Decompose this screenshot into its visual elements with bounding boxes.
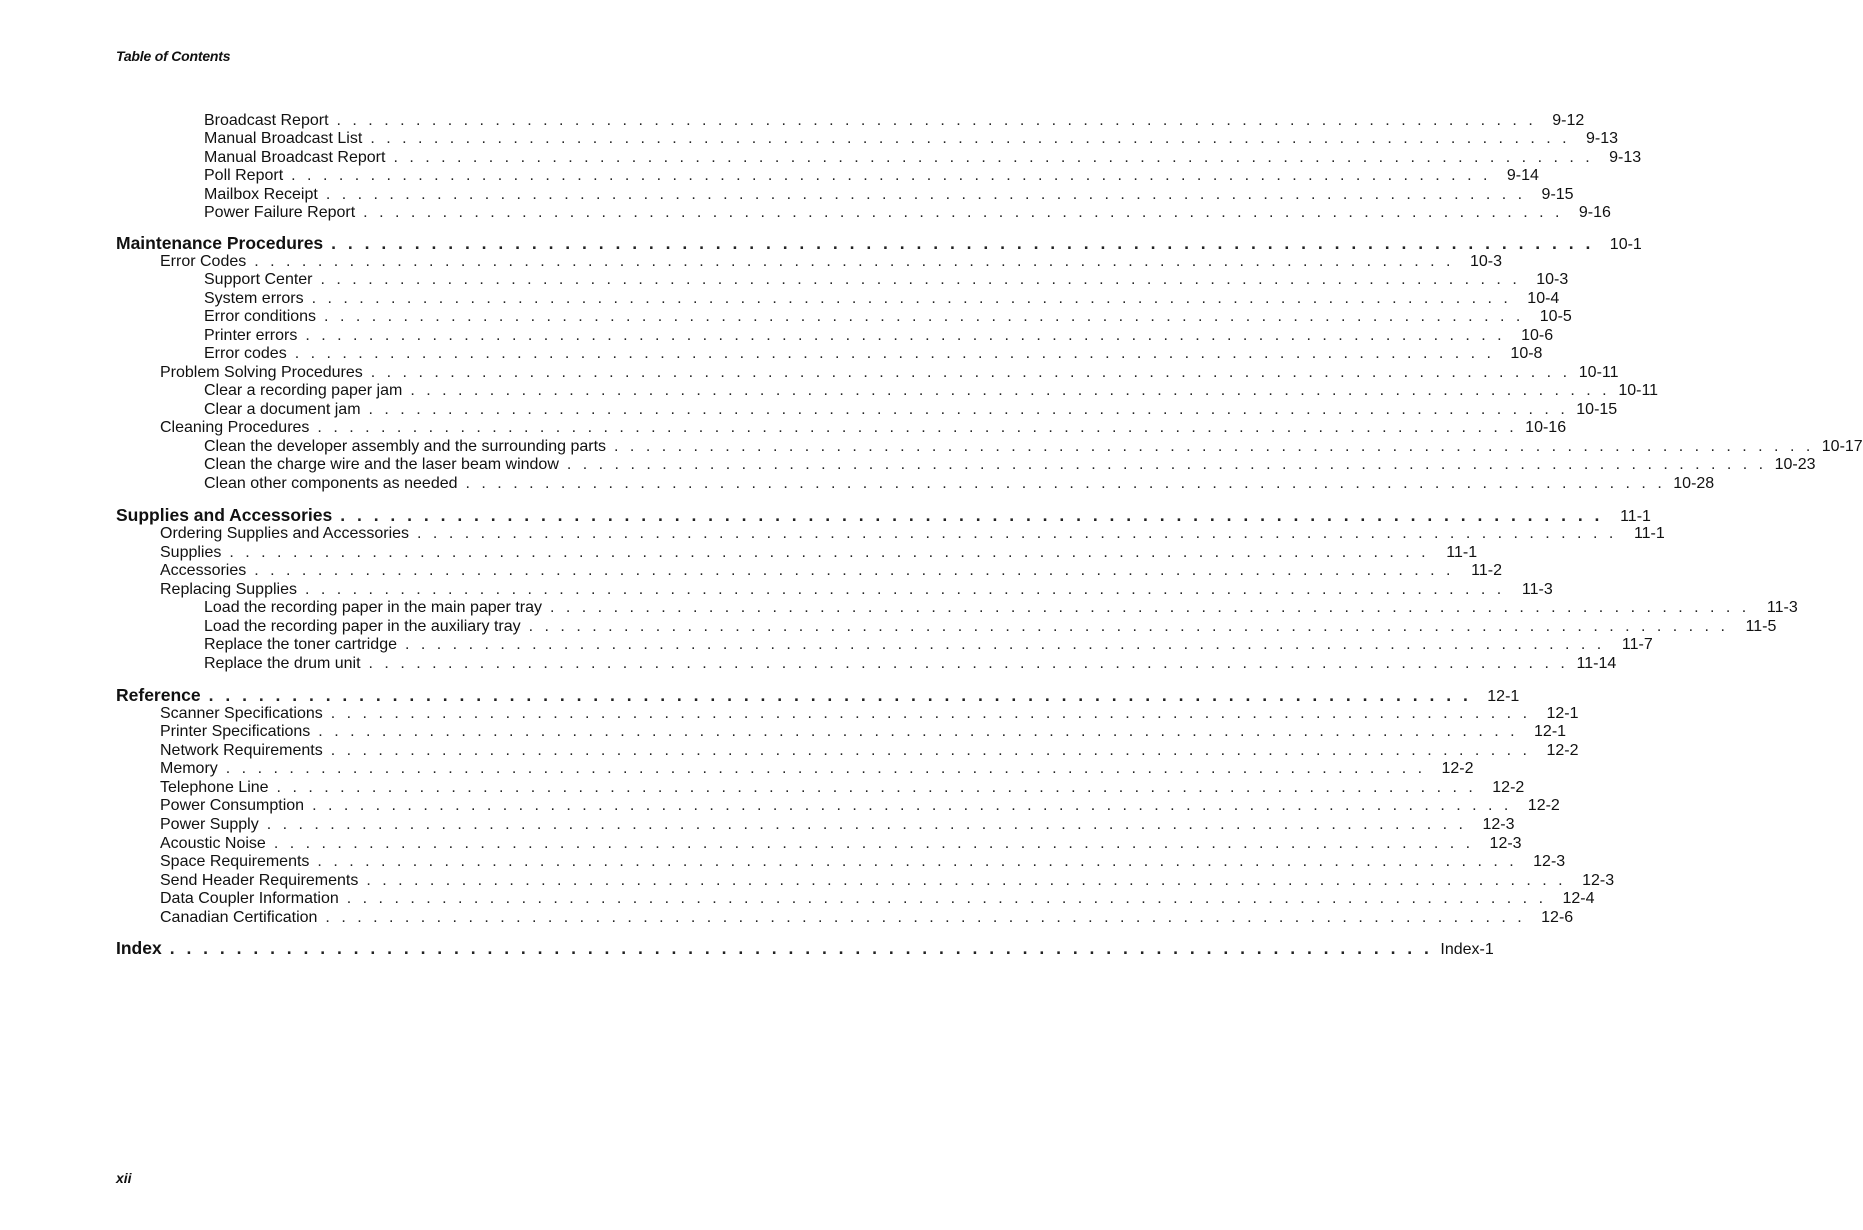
toc-entry[interactable] bbox=[204, 456, 1816, 474]
toc-leader-dots: . . . . . . . . . . . . . . . . . . . . . . . . . . . . . . . . . . . . . . . . . . . . . . . . . . . . . . . . . . . . . . . . . . . . . . . . . . . . bbox=[304, 581, 1505, 598]
toc-entry-page: 11-5 bbox=[1745, 618, 1777, 635]
toc-leader-dots: . . . . . . . . . . . . . . . . . . . . . . . . . . . . . . . . . . . . . . . . . . . . . . . . . . . . . . . . . . . . . . . . . . . . . . . . . . . . bbox=[317, 419, 1518, 436]
toc-leader-dots: . . . . . . . . . . . . . . . . . . . . . . . . . . . . . . . . . . . . . . . . . . . . . . . . . . . . . . . . . . . . . . . . . . . . . . . . . . . . bbox=[417, 525, 1617, 542]
toc-leader-dots: . . . . . . . . . . . . . . . . . . . . . . . . . . . . . . . . . . . . . . . . . . . . . . . . . . . . . . . . . . . . . . . . . . . . . . . . . . . . bbox=[614, 438, 1814, 455]
toc-leader-dots: . . . . . . . . . . . . . . . . . . . . . . . . . . . . . . . . . . . . . . . . . . . . . . . . . . . . . . . . . . . . . . . . . . . . . . . . . . . . bbox=[370, 364, 1571, 381]
toc-entry[interactable] bbox=[204, 327, 1554, 345]
toc-entry-page: 10-6 bbox=[1521, 327, 1554, 344]
toc-entry[interactable] bbox=[204, 345, 1543, 363]
toc-section[interactable] bbox=[160, 872, 1615, 890]
toc-chapter-page: 12-1 bbox=[1487, 688, 1520, 705]
toc-section-title: Power Consumption bbox=[160, 797, 305, 814]
toc-entry-title: Clear a recording paper jam bbox=[204, 382, 403, 399]
toc-section[interactable] bbox=[160, 797, 1560, 815]
toc-section[interactable] bbox=[160, 544, 1478, 562]
toc-entry-page: 10-8 bbox=[1510, 345, 1543, 362]
toc-section[interactable] bbox=[160, 909, 1574, 927]
toc-leader-dots: . . . . . . . . . . . . . . . . . . . . . . . . . . . . . . . . . . . . . . . . . . . . . . . . . . . . . . . . . . . . . . . . . . . . . . . . . . . . bbox=[305, 327, 1506, 344]
toc-section-page: 12-2 bbox=[1492, 779, 1525, 796]
toc-section-title: Network Requirements bbox=[160, 742, 323, 759]
toc-leader-dots: . . . . . . . . . . . . . . . . . . . . . . . . . . . . . . . . . . . . . . . . . . . . . . . . . . . . . . . . . . . . . . . . . . . . . . . . . . . . bbox=[276, 779, 1477, 796]
toc-chapter[interactable] bbox=[116, 233, 1642, 254]
toc-leader-dots: . . . . . . . . . . . . . . . . . . . . . . . . . . . . . . . . . . . . . . . . . . . . . . . . . . . . . . . . . . . . . . . . . . . . . . . . . . . . bbox=[325, 186, 1526, 203]
toc-leader-dots: . . . . . . . . . . . . . . . . . . . . . . . . . . . . . . . . . . . . . . . . . . . . . . . . . . . . . . . . . . . . . . . . . . . . . . . . . . . . bbox=[225, 760, 1426, 777]
toc-entry-title: Manual Broadcast List bbox=[204, 130, 363, 147]
toc-leader-dots: . . . . . . . . . . . . . . . . . . . . . . . . . . . . . . . . . . . . . . . . . . . . . . . . . . . . . . . . . . . . . . . . . . . . . . . . . . . . bbox=[528, 618, 1729, 635]
toc-section-page: 10-16 bbox=[1525, 419, 1567, 436]
toc-leader-dots: . . . . . . . . . . . . . . . . . . . . . . . . . . . . . . . . . . . . . . . . . . . . . . . . . . . . . . . . . . . . . . . . . . . . . . . . . . . . bbox=[294, 345, 1495, 362]
toc-leader-dots: . . . . . . . . . . . . . . . . . . . . . . . . . . . . . . . . . . . . . . . . . . . . . . . . . . . . . . . . . . . . . . . . . . . . . . . . . . . . bbox=[405, 636, 1605, 653]
toc-entry-title: Error conditions bbox=[204, 308, 317, 325]
toc-leader-dots: . . . . . . . . . . . . . . . . . . . . . . . . . . . . . . . . . . . . . . . . . . . . . . . . . . . . . . . . . . . . . . . . . . . . . . . . . . . . bbox=[325, 909, 1526, 926]
toc-entry-page: 10-3 bbox=[1536, 271, 1569, 288]
toc-entry-title: Load the recording paper in the auxiliary tray bbox=[204, 618, 521, 635]
toc-entry-page: 10-17 bbox=[1821, 438, 1863, 455]
toc-section-page: 10-3 bbox=[1469, 253, 1502, 270]
toc-section[interactable] bbox=[160, 890, 1595, 908]
toc-entry[interactable] bbox=[204, 618, 1777, 636]
toc-section-title: Supplies bbox=[160, 544, 222, 561]
running-header: Table of Contents bbox=[116, 48, 231, 64]
toc-entry-title: Printer errors bbox=[204, 327, 298, 344]
toc-entry-title: Error codes bbox=[204, 345, 287, 362]
toc-chapter[interactable] bbox=[116, 938, 1494, 959]
toc-chapter[interactable] bbox=[116, 685, 1520, 706]
toc-section[interactable] bbox=[160, 364, 1619, 382]
toc-leader-dots: . . . . . . . . . . . . . . . . . . . . . . . . . . . . . . . . . . . . . . . . . . . . . . . . . . . . . . . . . . . . . . . . . . . . . . . . . . . . bbox=[291, 167, 1491, 184]
toc-entry-page: 11-14 bbox=[1576, 655, 1617, 672]
toc-entry-title: Clear a document jam bbox=[204, 401, 361, 418]
toc-entry-page: 9-15 bbox=[1541, 186, 1574, 203]
toc-leader-dots: . . . . . . . . . . . . . . . . . . . . . . . . . . . . . . . . . . . . . . . . . . . . . . . . . . . . . . . . . . . . . . . . . . . . . . . . . . . . bbox=[208, 685, 1472, 705]
toc-section-title: Send Header Requirements bbox=[160, 872, 359, 889]
toc-leader-dots: . . . . . . . . . . . . . . . . . . . . . . . . . . . . . . . . . . . . . . . . . . . . . . . . . . . . . . . . . . . . . . . . . . . . . . . . . . . . bbox=[311, 290, 1512, 307]
toc-section-title: Ordering Supplies and Accessories bbox=[160, 525, 410, 542]
toc-section-page: 12-3 bbox=[1489, 835, 1522, 852]
toc-leader-dots: . . . . . . . . . . . . . . . . . . . . . . . . . . . . . . . . . . . . . . . . . . . . . . . . . . . . . . . . . . . . . . . . . . . . . . . . . . . . bbox=[273, 835, 1474, 852]
toc-leader-dots: . . . . . . . . . . . . . . . . . . . . . . . . . . . . . . . . . . . . . . . . . . . . . . . . . . . . . . . . . . . . . . . . . . . . . . . . . . . . bbox=[229, 544, 1430, 561]
toc-entry-page: 11-7 bbox=[1621, 636, 1653, 653]
toc-leader-dots: . . . . . . . . . . . . . . . . . . . . . . . . . . . . . . . . . . . . . . . . . . . . . . . . . . . . . . . . . . . . . . . . . . . . . . . . . . . . bbox=[410, 382, 1611, 399]
toc-entry-page: 10-28 bbox=[1673, 475, 1715, 492]
toc-section-page: 10-11 bbox=[1578, 364, 1619, 381]
toc-entry[interactable] bbox=[204, 308, 1572, 326]
toc-section-title: Telephone Line bbox=[160, 779, 269, 796]
toc-section[interactable] bbox=[160, 705, 1579, 723]
toc-section-page: 12-2 bbox=[1441, 760, 1474, 777]
toc-entry-title: Manual Broadcast Report bbox=[204, 149, 386, 166]
toc-section[interactable] bbox=[160, 760, 1474, 778]
toc-section[interactable] bbox=[160, 419, 1567, 437]
toc-section-title: Power Supply bbox=[160, 816, 259, 833]
toc-entry-page: 9-13 bbox=[1609, 149, 1642, 166]
toc-leader-dots: . . . . . . . . . . . . . . . . . . . . . . . . . . . . . . . . . . . . . . . . . . . . . . . . . . . . . . . . . . . . . . . . . . . . . . . . . . . . bbox=[368, 655, 1569, 672]
toc-entry[interactable] bbox=[204, 149, 1642, 167]
toc-entry-title: Clean other components as needed bbox=[204, 475, 458, 492]
toc-section-page: 12-2 bbox=[1527, 797, 1560, 814]
toc-entry-title: Support Center bbox=[204, 271, 313, 288]
toc-entry[interactable] bbox=[204, 636, 1653, 654]
toc-entry-page: 9-16 bbox=[1578, 204, 1611, 221]
toc-entry[interactable] bbox=[204, 186, 1574, 204]
toc-leader-dots: . . . . . . . . . . . . . . . . . . . . . . . . . . . . . . . . . . . . . . . . . . . . . . . . . . . . . . . . . . . . . . . . . . . . . . . . . . . . bbox=[550, 599, 1750, 616]
toc-entry[interactable] bbox=[204, 204, 1611, 222]
toc-chapter-title: Reference bbox=[116, 685, 201, 705]
toc-section-page: 11-2 bbox=[1471, 562, 1502, 579]
toc-entry-page: 10-11 bbox=[1618, 382, 1659, 399]
toc-entry-title: Clean the developer assembly and the surrounding parts bbox=[204, 438, 607, 455]
toc-entry-page: 9-13 bbox=[1586, 130, 1619, 147]
toc-leader-dots: . . . . . . . . . . . . . . . . . . . . . . . . . . . . . . . . . . . . . . . . . . . . . . . . . . . . . . . . . . . . . . . . . . . . . . . . . . . . bbox=[330, 742, 1531, 759]
toc-entry-title: System errors bbox=[204, 290, 304, 307]
toc-leader-dots: . . . . . . . . . . . . . . . . . . . . . . . . . . . . . . . . . . . . . . . . . . . . . . . . . . . . . . . . . . . . . . . . . . . . . . . . . . . . bbox=[370, 130, 1571, 147]
toc-leader-dots: . . . . . . . . . . . . . . . . . . . . . . . . . . . . . . . . . . . . . . . . . . . . . . . . . . . . . . . . . . . . . . . . . . . . . . . . . . . . bbox=[346, 890, 1547, 907]
toc-section-title: Canadian Certification bbox=[160, 909, 318, 926]
toc-entry-title: Load the recording paper in the main paper tray bbox=[204, 599, 542, 616]
toc-section-page: 12-2 bbox=[1546, 742, 1579, 759]
toc-entry[interactable] bbox=[204, 271, 1569, 289]
toc-section[interactable] bbox=[160, 779, 1525, 797]
toc-section[interactable] bbox=[160, 816, 1515, 834]
toc-section-page: 11-1 bbox=[1446, 544, 1478, 561]
toc-section[interactable] bbox=[160, 525, 1665, 543]
toc-section-title: Replacing Supplies bbox=[160, 581, 297, 598]
toc-section[interactable] bbox=[160, 835, 1522, 853]
toc-section[interactable] bbox=[160, 723, 1567, 741]
toc-entry[interactable] bbox=[204, 401, 1618, 419]
toc-entry[interactable] bbox=[204, 382, 1659, 400]
toc-leader-dots: . . . . . . . . . . . . . . . . . . . . . . . . . . . . . . . . . . . . . . . . . . . . . . . . . . . . . . . . . . . . . . . . . . . . . . . . . . . . bbox=[366, 872, 1567, 889]
toc-leader-dots: . . . . . . . . . . . . . . . . . . . . . . . . . . . . . . . . . . . . . . . . . . . . . . . . . . . . . . . . . . . . . . . . . . . . . . . . . . . . bbox=[340, 505, 1603, 525]
toc-leader-dots: . . . . . . . . . . . . . . . . . . . . . . . . . . . . . . . . . . . . . . . . . . . . . . . . . . . . . . . . . . . . . . . . . . . . . . . . . . . . bbox=[266, 816, 1467, 833]
toc-entry-page: 10-15 bbox=[1576, 401, 1618, 418]
toc-section-page: 12-3 bbox=[1533, 853, 1566, 870]
toc-section-title: Error Codes bbox=[160, 253, 247, 270]
toc-leader-dots: . . . . . . . . . . . . . . . . . . . . . . . . . . . . . . . . . . . . . . . . . . . . . . . . . . . . . . . . . . . . . . . . . . . . . . . . . . . . bbox=[465, 475, 1666, 492]
toc-section[interactable] bbox=[160, 853, 1566, 871]
toc-chapter[interactable] bbox=[116, 505, 1651, 526]
toc-entry-title: Mailbox Receipt bbox=[204, 186, 318, 203]
toc-chapter-page: 11-1 bbox=[1620, 508, 1651, 525]
toc-section-page: 12-1 bbox=[1546, 705, 1579, 722]
toc-section-page: 12-4 bbox=[1562, 890, 1595, 907]
toc-entry-title: Poll Report bbox=[204, 167, 284, 184]
toc-entry-title: Broadcast Report bbox=[204, 112, 329, 129]
page-number: xii bbox=[116, 1170, 132, 1186]
toc-leader-dots: . . . . . . . . . . . . . . . . . . . . . . . . . . . . . . . . . . . . . . . . . . . . . . . . . . . . . . . . . . . . . . . . . . . . . . . . . . . . bbox=[566, 456, 1767, 473]
toc-chapter-title: Index bbox=[116, 938, 162, 958]
toc-entry-title: Clean the charge wire and the laser beam window bbox=[204, 456, 559, 473]
toc-leader-dots: . . . . . . . . . . . . . . . . . . . . . . . . . . . . . . . . . . . . . . . . . . . . . . . . . . . . . . . . . . . . . . . . . . . . . . . . . . . . bbox=[368, 401, 1569, 418]
toc-entry-page: 9-12 bbox=[1552, 112, 1585, 129]
toc-chapter-title: Maintenance Procedures bbox=[116, 233, 324, 253]
toc-section-page: 11-3 bbox=[1521, 581, 1553, 598]
toc-section[interactable] bbox=[160, 742, 1579, 760]
toc-leader-dots: . . . . . . . . . . . . . . . . . . . . . . . . . . . . . . . . . . . . . . . . . . . . . . . . . . . . . . . . . . . . . . . . . . . . . . . . . . . . bbox=[169, 938, 1433, 958]
toc-leader-dots: . . . . . . . . . . . . . . . . . . . . . . . . . . . . . . . . . . . . . . . . . . . . . . . . . . . . . . . . . . . . . . . . . . . . . . . . . . . . bbox=[312, 797, 1512, 814]
toc-section-page: 12-6 bbox=[1541, 909, 1574, 926]
toc-leader-dots: . . . . . . . . . . . . . . . . . . . . . . . . . . . . . . . . . . . . . . . . . . . . . . . . . . . . . . . . . . . . . . . . . . . . . . . . . . . . bbox=[317, 853, 1518, 870]
toc-leader-dots: . . . . . . . . . . . . . . . . . . . . . . . . . . . . . . . . . . . . . . . . . . . . . . . . . . . . . . . . . . . . . . . . . . . . . . . . . . . . bbox=[254, 253, 1454, 270]
toc-leader-dots: . . . . . . . . . . . . . . . . . . . . . . . . . . . . . . . . . . . . . . . . . . . . . . . . . . . . . . . . . . . . . . . . . . . . . . . . . . . . bbox=[331, 233, 1594, 253]
toc-section-page: 12-3 bbox=[1582, 872, 1615, 889]
toc-section-page: 12-3 bbox=[1482, 816, 1515, 833]
toc-section-title: Cleaning Procedures bbox=[160, 419, 310, 436]
toc-entry-page: 10-23 bbox=[1774, 456, 1816, 473]
toc-section-title: Scanner Specifications bbox=[160, 705, 323, 722]
toc-leader-dots: . . . . . . . . . . . . . . . . . . . . . . . . . . . . . . . . . . . . . . . . . . . . . . . . . . . . . . . . . . . . . . . . . . . . . . . . . . . . bbox=[320, 271, 1521, 288]
toc-entry-title: Replace the toner cartridge bbox=[204, 636, 397, 653]
toc-entry[interactable] bbox=[204, 655, 1617, 673]
toc-leader-dots: . . . . . . . . . . . . . . . . . . . . . . . . . . . . . . . . . . . . . . . . . . . . . . . . . . . . . . . . . . . . . . . . . . . . . . . . . . . . bbox=[363, 204, 1563, 221]
toc-chapter-page: 10-1 bbox=[1609, 236, 1642, 253]
toc-section-title: Acoustic Noise bbox=[160, 835, 266, 852]
toc-section-page: 12-1 bbox=[1534, 723, 1567, 740]
toc-leader-dots: . . . . . . . . . . . . . . . . . . . . . . . . . . . . . . . . . . . . . . . . . . . . . . . . . . . . . . . . . . . . . . . . . . . . . . . . . . . . bbox=[330, 705, 1531, 722]
toc-chapter-page: Index-1 bbox=[1440, 941, 1494, 958]
toc-leader-dots: . . . . . . . . . . . . . . . . . . . . . . . . . . . . . . . . . . . . . . . . . . . . . . . . . . . . . . . . . . . . . . . . . . . . . . . . . . . . bbox=[318, 723, 1519, 740]
toc-leader-dots: . . . . . . . . . . . . . . . . . . . . . . . . . . . . . . . . . . . . . . . . . . . . . . . . . . . . . . . . . . . . . . . . . . . . . . . . . . . . bbox=[324, 308, 1524, 325]
toc-entry[interactable] bbox=[204, 112, 1585, 130]
toc-entry[interactable] bbox=[204, 130, 1619, 148]
toc-section-title: Memory bbox=[160, 760, 218, 777]
toc-section-title: Accessories bbox=[160, 562, 247, 579]
toc-entry[interactable] bbox=[204, 438, 1863, 456]
toc-section[interactable] bbox=[160, 581, 1553, 599]
toc-entry-page: 11-3 bbox=[1766, 599, 1798, 616]
toc-section-page: 11-1 bbox=[1633, 525, 1665, 542]
toc-entry[interactable] bbox=[204, 290, 1560, 308]
toc-section-title: Problem Solving Procedures bbox=[160, 364, 363, 381]
toc-entry[interactable] bbox=[204, 167, 1539, 185]
toc-entry-title: Replace the drum unit bbox=[204, 655, 361, 672]
toc-chapter-title: Supplies and Accessories bbox=[116, 505, 333, 525]
toc-section-title: Space Requirements bbox=[160, 853, 310, 870]
toc-section-title: Printer Specifications bbox=[160, 723, 311, 740]
toc-entry-page: 10-5 bbox=[1539, 308, 1572, 325]
toc-entry[interactable] bbox=[204, 475, 1715, 493]
toc-leader-dots: . . . . . . . . . . . . . . . . . . . . . . . . . . . . . . . . . . . . . . . . . . . . . . . . . . . . . . . . . . . . . . . . . . . . . . . . . . . . bbox=[336, 112, 1537, 129]
toc-leader-dots: . . . . . . . . . . . . . . . . . . . . . . . . . . . . . . . . . . . . . . . . . . . . . . . . . . . . . . . . . . . . . . . . . . . . . . . . . . . . bbox=[254, 562, 1454, 579]
toc-entry-page: 9-14 bbox=[1506, 167, 1539, 184]
toc-entry-title: Power Failure Report bbox=[204, 204, 356, 221]
toc-section[interactable] bbox=[160, 253, 1502, 271]
toc-leader-dots: . . . . . . . . . . . . . . . . . . . . . . . . . . . . . . . . . . . . . . . . . . . . . . . . . . . . . . . . . . . . . . . . . . . . . . . . . . . . bbox=[393, 149, 1594, 166]
toc-section[interactable] bbox=[160, 562, 1502, 580]
toc-entry-page: 10-4 bbox=[1527, 290, 1560, 307]
toc-entry[interactable] bbox=[204, 599, 1798, 617]
toc-section-title: Data Coupler Information bbox=[160, 890, 339, 907]
